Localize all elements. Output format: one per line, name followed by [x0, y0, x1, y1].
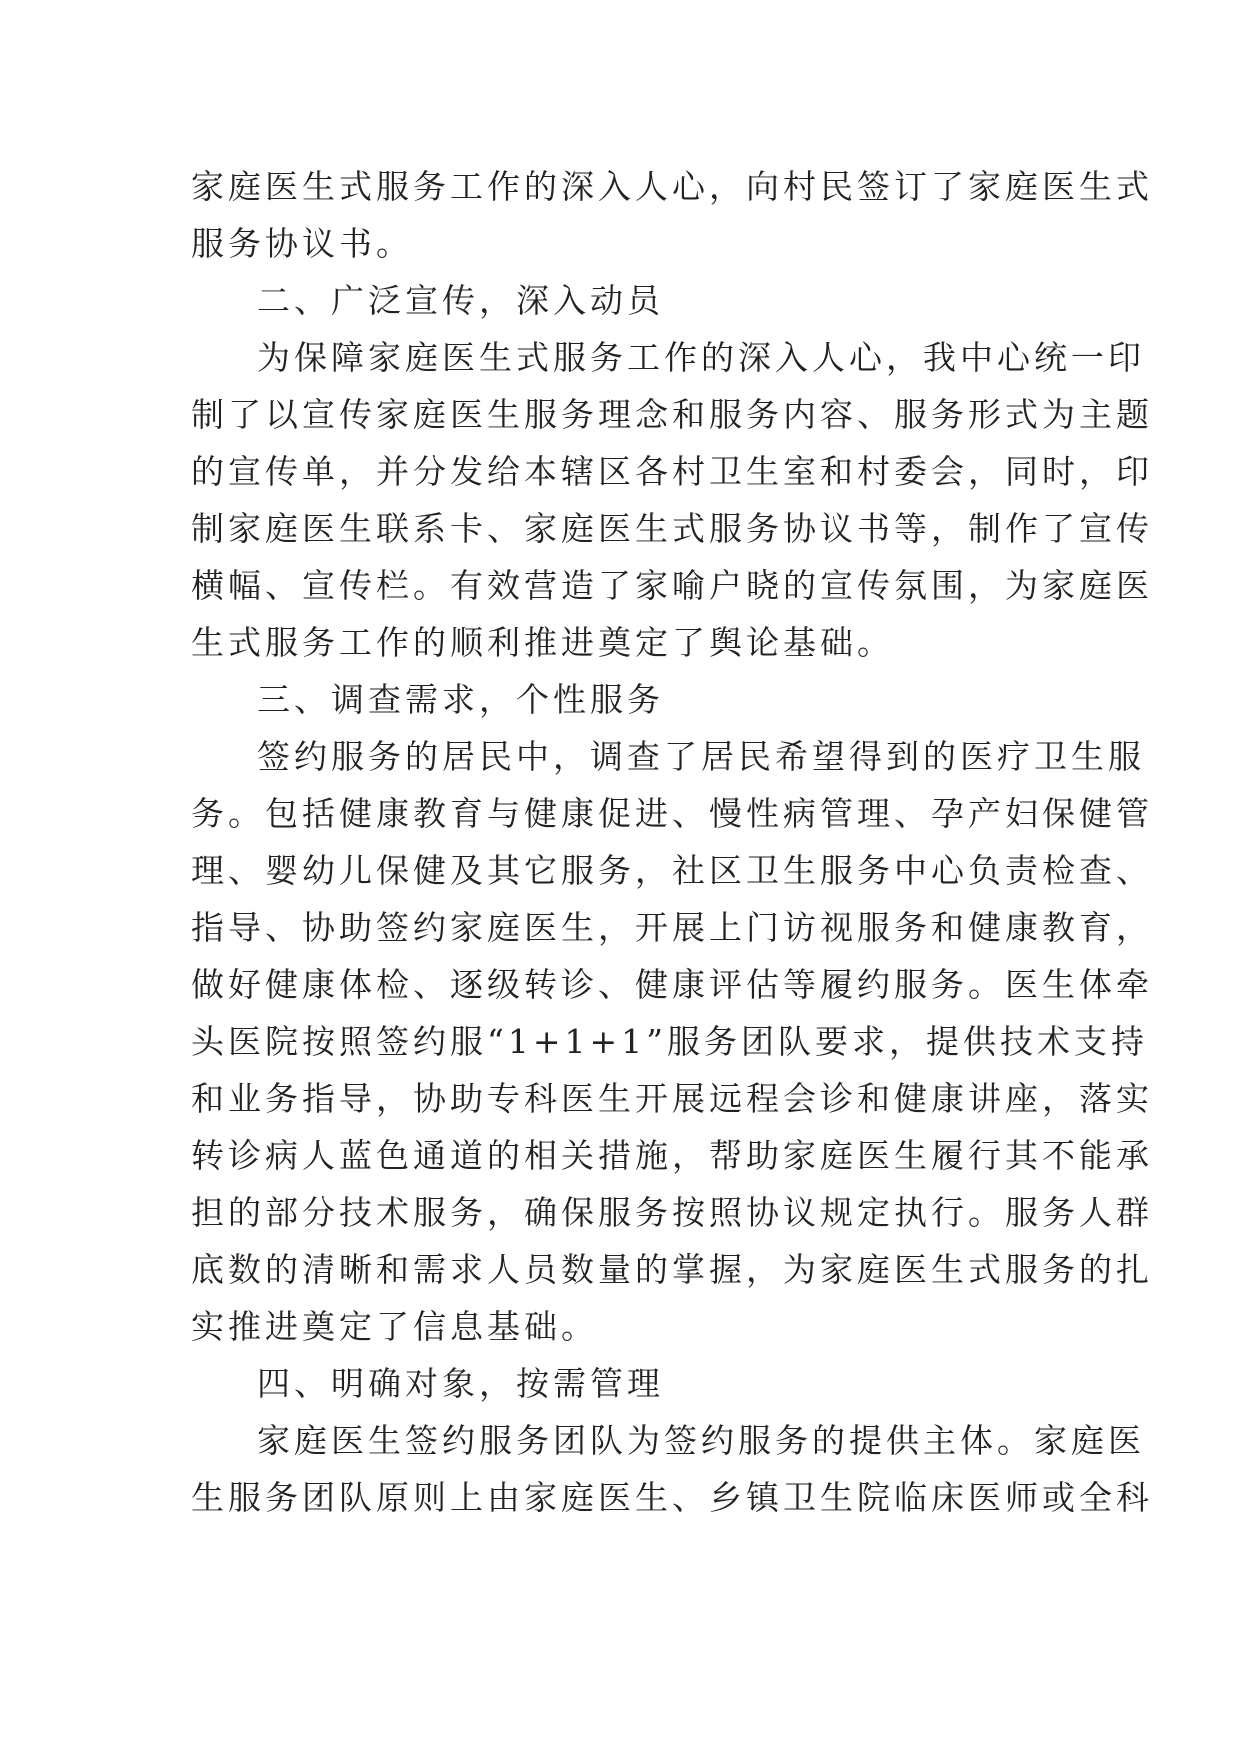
text-line: 家庭医生签约服务团队为签约服务的提供主体。家庭医 [257, 1421, 1145, 1460]
text-line: 底数的清晰和需求人员数量的掌握，为家庭医生式服务的扎 [191, 1250, 1153, 1289]
section-heading: 四、明确对象，按需管理 [257, 1364, 664, 1403]
text-line: 家庭医生式服务工作的深入人心，向村民签订了家庭医生式 [191, 167, 1153, 206]
text-line: 理、婴幼儿保健及其它服务，社区卫生服务中心负责检查、 [191, 851, 1153, 890]
text-line: 头医院按照签约服“1+1+1”服务团队要求，提供技术支持 [191, 1022, 1149, 1061]
text-line: 转诊病人蓝色通道的相关措施，帮助家庭医生履行其不能承 [191, 1136, 1153, 1175]
section-heading: 三、调查需求，个性服务 [257, 680, 664, 719]
text-line: 生式服务工作的顺利推进奠定了舆论基础。 [191, 623, 894, 662]
text-line: 务。包括健康教育与健康促进、慢性病管理、孕产妇保健管 [191, 794, 1153, 833]
text-line: 制了以宣传家庭医生服务理念和服务内容、服务形式为主题 [191, 395, 1153, 434]
text-line: 的宣传单，并分发给本辖区各村卫生室和村委会，同时，印 [191, 452, 1153, 491]
text-line: 和业务指导，协助专科医生开展远程会诊和健康讲座，落实 [191, 1079, 1153, 1118]
text-line: 担的部分技术服务，确保服务按照协议规定执行。服务人群 [191, 1193, 1153, 1232]
text-line: 签约服务的居民中，调查了居民希望得到的医疗卫生服 [257, 737, 1145, 776]
text-line: 制家庭医生联系卡、家庭医生式服务协议书等，制作了宣传 [191, 509, 1153, 548]
body-text [191, 158, 1153, 1526]
text-line: 指导、协助签约家庭医生，开展上门访视服务和健康教育， [191, 908, 1153, 947]
text-line: 生服务团队原则上由家庭医生、乡镇卫生院临床医师或全科 [191, 1478, 1153, 1517]
text-line: 为保障家庭医生式服务工作的深入人心，我中心统一印 [257, 338, 1145, 377]
text-line: 横幅、宣传栏。有效营造了家喻户晓的宣传氛围，为家庭医 [191, 566, 1153, 605]
section-heading: 二、广泛宣传，深入动员 [257, 281, 664, 320]
text-line: 实推进奠定了信息基础。 [191, 1307, 598, 1346]
text-line: 做好健康体检、逐级转诊、健康评估等履约服务。医生体牵 [191, 965, 1153, 1004]
text-line: 服务协议书。 [191, 224, 413, 263]
